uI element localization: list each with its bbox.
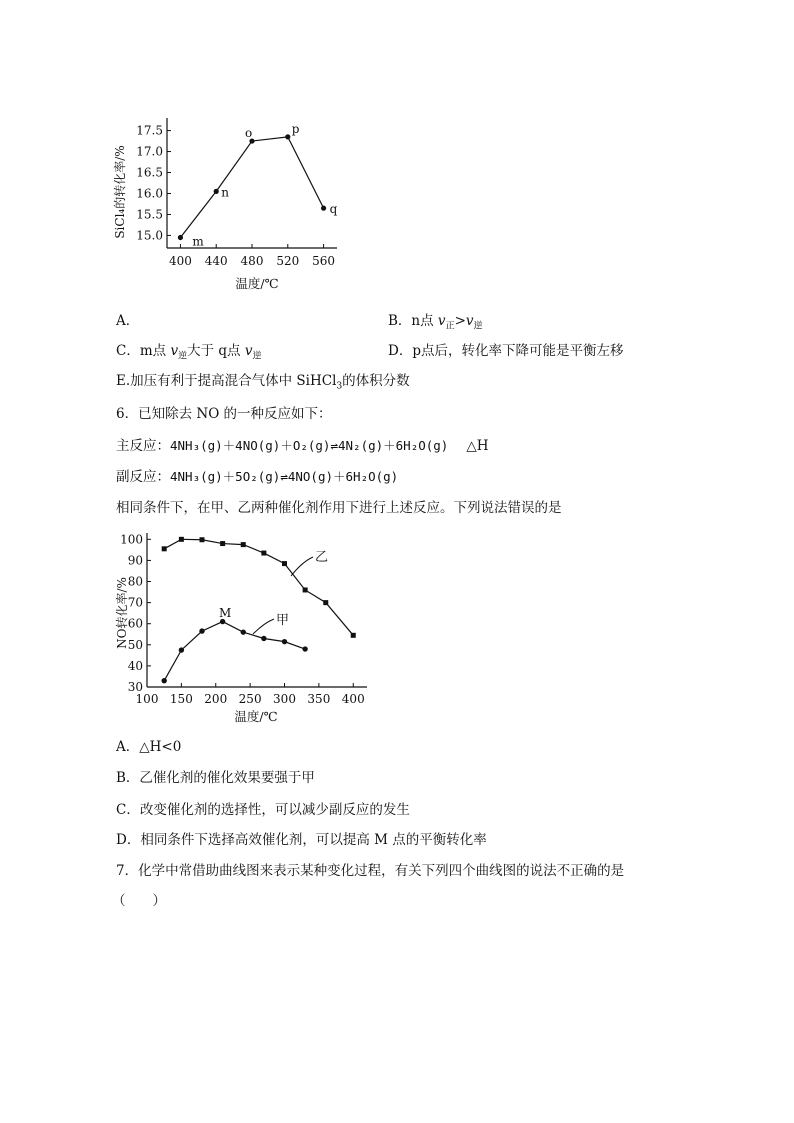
chart2-xlabel: 温度/℃ (234, 709, 278, 724)
chart2-yi-point (261, 551, 266, 556)
chart2-jia-point (161, 678, 166, 683)
chart2-jia-point (241, 629, 246, 634)
chart2-y-tick-label: 90 (127, 553, 143, 568)
q5-option-b (388, 313, 483, 335)
q6-side-reaction (116, 469, 398, 485)
chart1-data-point (214, 189, 219, 194)
chart1-y-tick-label: 16.0 (136, 186, 163, 201)
chart2-yi-point (323, 600, 328, 605)
q5-option-c-prefix: C．m点 (116, 343, 167, 359)
chart2-y-tick-label: 40 (127, 658, 143, 673)
chart2-yi-point (162, 546, 167, 551)
chart2-jia-leader (253, 619, 274, 634)
q5-option-c (116, 343, 261, 365)
chart2-yi-leader (291, 557, 313, 576)
chart2-jia-point (282, 639, 287, 644)
chart1-point-label: n (221, 185, 229, 200)
chart1-x-tick-label: 440 (204, 254, 228, 268)
chart1-ticks (136, 121, 336, 268)
q7-answer-paren: （ ） (112, 893, 166, 909)
q6-option-b: B．乙催化剂的催化效果要强于甲 (116, 770, 315, 786)
chart2-y-tick-label: 30 (127, 680, 143, 694)
q6-option-d: D．相同条件下选择高效催化剂，可以提高 M 点的平衡转化率 (116, 832, 487, 848)
chart1-series-line (180, 137, 323, 238)
chart1-series (178, 122, 338, 249)
chart2-jia-point (179, 647, 184, 652)
q5-option-e-prefix: E.加压有利于提高混合气体中 SiHCl (116, 373, 337, 389)
chart2-y-tick-label: 60 (127, 616, 143, 631)
q5-option-d-text: D．p点后，转化率下降可能是平衡左移 (388, 343, 624, 359)
chart1-point-label: p (291, 121, 300, 136)
chart2-yi-point (179, 537, 184, 542)
chart1-x-tick-label: 480 (240, 254, 264, 268)
q6-option-a: A．△H<0 (116, 739, 182, 755)
q5-option-b-sub1: 正 (445, 321, 455, 332)
chart1-data-point (285, 134, 290, 139)
chart2-yi-point (200, 537, 205, 542)
q5-option-e (116, 373, 410, 395)
chart1-y-tick-label: 17.0 (136, 144, 163, 159)
chart2-label-M: M (219, 606, 232, 620)
q6-side-label: 副反应： (116, 469, 170, 485)
chart1-x-tick-label: 520 (276, 254, 300, 268)
chart1-point-label: m (192, 234, 204, 249)
chart1-point-label: o (245, 126, 253, 141)
chart2-y-tick-label: 100 (120, 532, 143, 547)
q5-option-a-text: A． (116, 313, 140, 329)
chart2-y-tick-label: 80 (127, 574, 143, 589)
chart1-x-tick-label: 400 (168, 254, 192, 268)
chart2-jia-point (261, 636, 266, 641)
q5-option-e-sub: 3 (336, 381, 343, 392)
q6-option-c: C．改变催化剂的选择性，可以减少副反应的发生 (116, 802, 410, 818)
q6-main-label: 主反应： (116, 438, 170, 454)
q5-option-e-suffix: 的体积分数 (342, 373, 410, 389)
chart2-axes (147, 533, 367, 687)
chart2-x-tick-label: 350 (307, 692, 331, 706)
chart-sicl4-conversion (110, 110, 350, 295)
chart2-yi-point (351, 633, 356, 638)
q5-option-b-gt: > (454, 313, 466, 329)
chart2-yi-point (303, 587, 308, 592)
chart2-yi-point (220, 541, 225, 546)
q5-option-c-v1: v (170, 343, 179, 359)
chart1-y-tick-label: 15.0 (136, 228, 163, 243)
q5-option-c-mid: 大于 q点 (187, 343, 241, 359)
chart2-jia-point (302, 646, 307, 651)
q6-intro: 相同条件下，在甲、乙两种催化剂作用下进行上述反应。下列说法错误的是 (116, 500, 562, 516)
chart-no-conversion (110, 527, 380, 727)
q5-option-b-v1: v (437, 313, 446, 329)
q5-option-b-prefix: B．n点 (388, 313, 434, 329)
q6-main-equation: 4NH₃(g)＋4NO(g)＋O₂(g)⇌4N₂(g)＋6H₂O(g) (170, 438, 449, 453)
q5-option-a (116, 313, 139, 329)
q6-main-reaction (116, 438, 488, 454)
chart2-yi-point (241, 542, 246, 547)
chart1-point-label: q (329, 202, 338, 217)
chart2-y-tick-label: 50 (127, 637, 143, 652)
q5-option-c-sub2: 逆 (252, 351, 262, 362)
q6-side-equation: 4NH₃(g)＋5O₂(g)⇌4NO(g)＋6H₂O(g) (170, 469, 399, 484)
chart1-y-tick-label: 15.5 (136, 207, 163, 222)
q5-option-d (388, 343, 623, 359)
chart1-y-tick-label: 16.5 (136, 165, 163, 180)
chart2-x-tick-label: 150 (169, 692, 193, 706)
q6-stem: 6．已知除去 NO 的一种反应如下： (116, 406, 332, 422)
chart2-label-jia: 甲 (276, 613, 290, 628)
chart1-ylabel: SiCl₄的转化率/% (113, 145, 127, 239)
chart2-x-tick-label: 100 (135, 692, 159, 706)
chart2-label-yi: 乙 (315, 550, 329, 565)
q5-option-b-sub2: 逆 (473, 321, 483, 332)
chart1-data-point (321, 206, 326, 211)
chart2-x-tick-label: 300 (273, 692, 296, 706)
q5-option-c-sub1: 逆 (178, 351, 188, 362)
chart1-xlabel: 温度/℃ (235, 276, 279, 291)
chart2-x-tick-label: 400 (341, 692, 365, 706)
chart1-y-tick-label: 17.5 (136, 123, 163, 138)
q5-option-c-v2: v (244, 343, 253, 359)
q7-stem: 7．化学中常借助曲线图来表示某种变化过程，有关下列四个曲线图的说法不正确的是 (116, 863, 625, 879)
chart2-yi-point (282, 561, 287, 566)
chart2-jia-line (164, 622, 305, 681)
chart2-jia-point (199, 628, 204, 633)
q6-main-dh: △H (466, 438, 489, 454)
chart2-x-tick-label: 200 (204, 692, 228, 706)
chart1-data-point (178, 235, 183, 240)
q5-option-b-v2: v (465, 313, 474, 329)
chart1-x-tick-label: 560 (312, 254, 336, 268)
chart2-ylabel: NO转化率/% (115, 577, 129, 649)
chart2-x-tick-label: 250 (238, 692, 262, 706)
chart2-y-tick-label: 70 (127, 595, 143, 610)
